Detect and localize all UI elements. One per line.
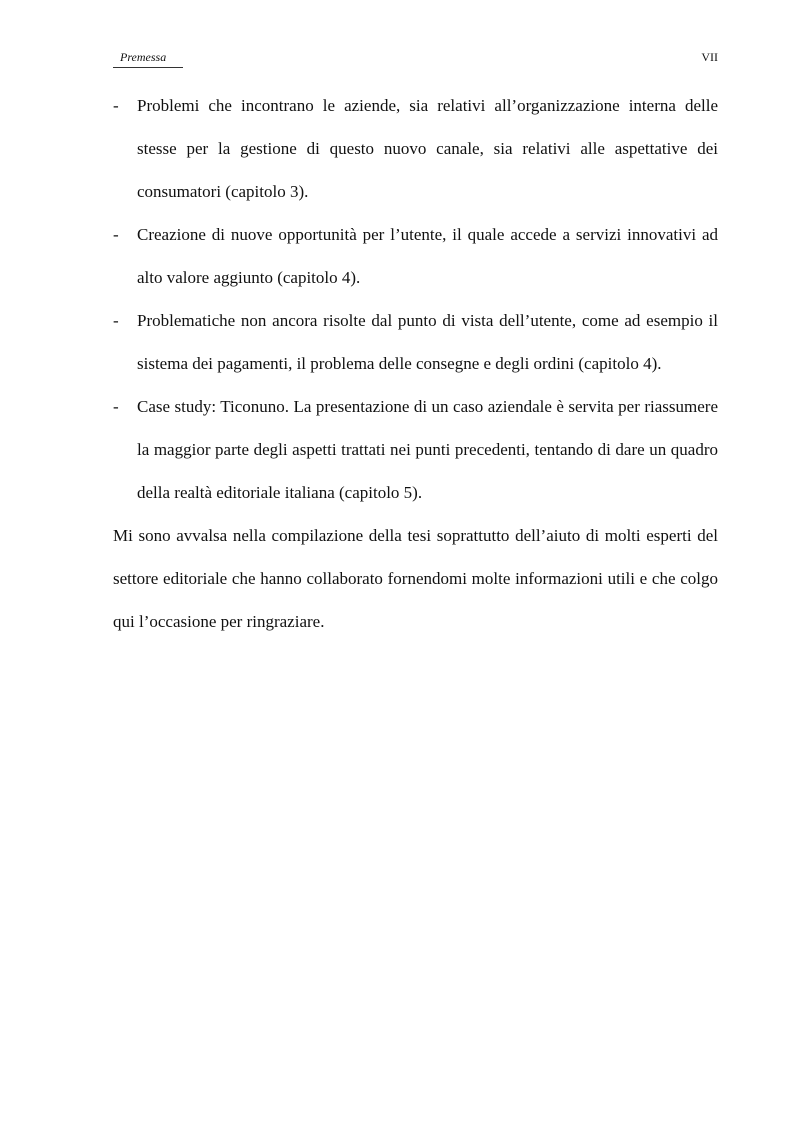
list-item: [113, 385, 718, 514]
bullet-dash: -: [113, 225, 119, 244]
list-item: [113, 299, 718, 385]
closing-paragraph: Mi sono avvalsa nella compilazione della tesi soprattutto dell’aiuto di molti esperti del settore editoriale che hanno collaborato fornendomi molte informazioni utili e che colgo qui l’occasione per ringraziare.: [113, 526, 718, 631]
bullet-dash: -: [113, 397, 119, 416]
list-item-text: Problemi che incontrano le aziende, sia relativi all’organizzazione interna delle stesse per la gestione di questo nuovo canale, sia relativi alle aspettative dei consumatori (capitolo 3).: [137, 96, 718, 201]
bullet-dash: -: [113, 311, 119, 330]
list-item-text: Problematiche non ancora risolte dal punto di vista dell’utente, come ad esempio il sistema dei pagamenti, il problema delle consegne e degli ordini (capitolo 4).: [137, 311, 718, 373]
list-item: [113, 84, 718, 213]
page-header: [113, 46, 718, 70]
list-item-text: Case study: Ticonuno. La presentazione di un caso aziendale è servita per riassumere la maggior parte degli aspetti trattati nei punti precedenti, tentando di dare un quadro della realtà editoriale italiana (capitolo 5).: [137, 397, 718, 502]
header-rule: [113, 67, 183, 68]
list-item: [113, 213, 718, 299]
bullet-dash: -: [113, 96, 119, 115]
list-item-text: Creazione di nuove opportunità per l’utente, il quale accede a servizi innovativi ad alto valore aggiunto (capitolo 4).: [137, 225, 718, 287]
header-title: Premessa: [120, 50, 167, 64]
body-text: [113, 84, 718, 643]
page-number: VII: [701, 50, 718, 64]
